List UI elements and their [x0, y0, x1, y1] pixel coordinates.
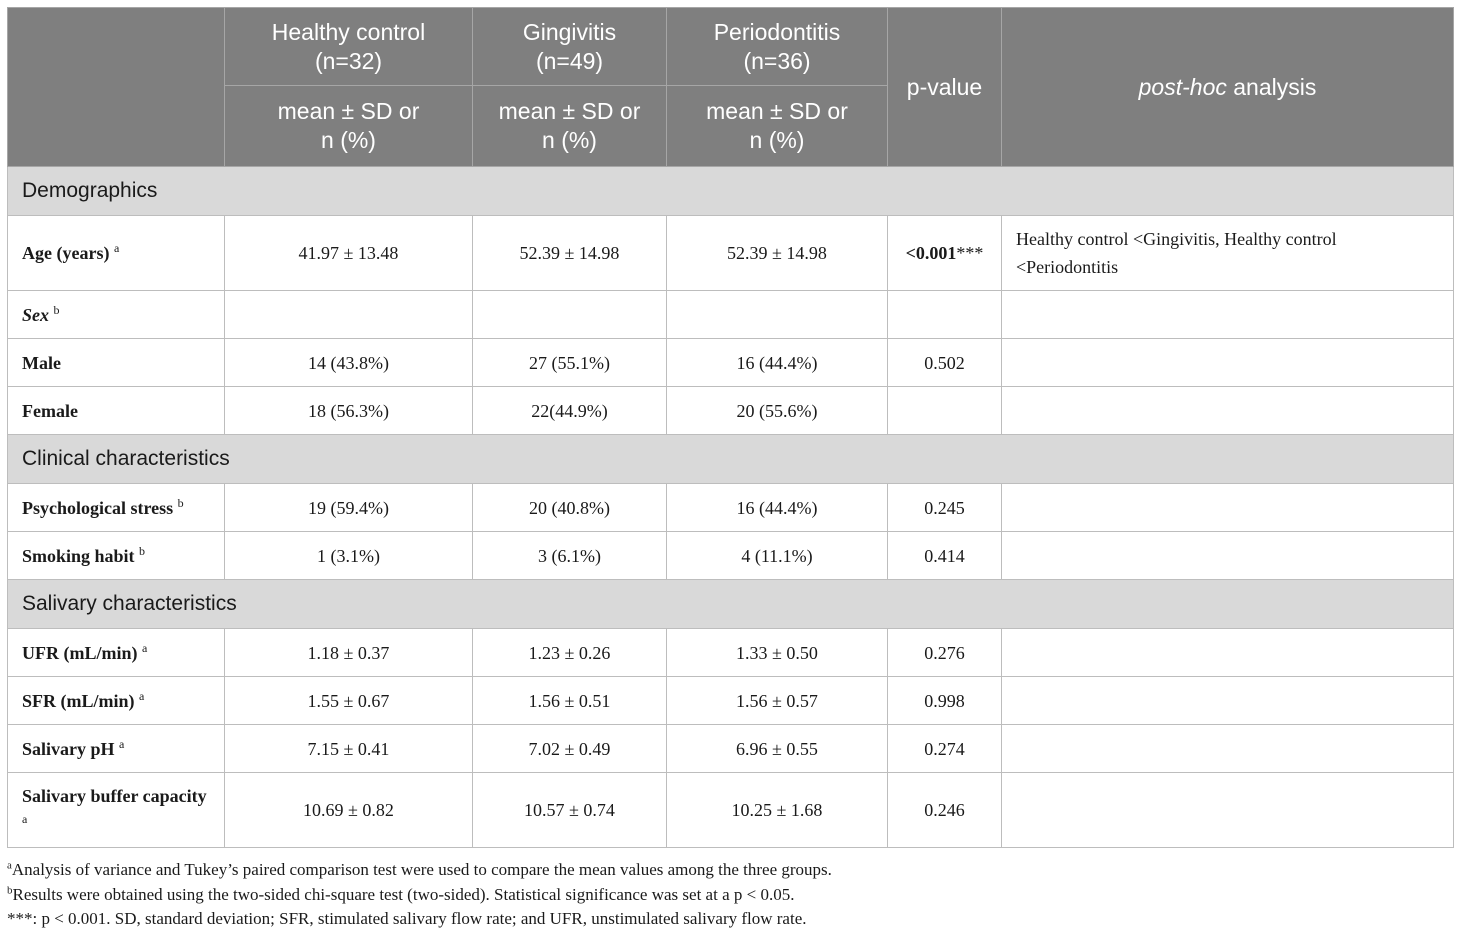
- cell-pvalue: 0.246: [888, 773, 1002, 848]
- results-table: [7, 7, 1454, 848]
- subheader-periodontitis: mean ± SD or n (%): [667, 86, 888, 167]
- footnote-b: $^b$Results were obtained using the two-sided chi-square test (two-sided). Statistical significance was set at a p < 0.05.: [7, 883, 795, 904]
- table-row-smoking-habit: [8, 532, 1454, 580]
- results-table-container: [7, 7, 1453, 848]
- section-row-salivary: [8, 580, 1454, 629]
- cell-healthy: [225, 291, 473, 339]
- section-label: Demographics: [8, 167, 1454, 216]
- cell-periodontitis: 52.39 ± 14.98: [667, 216, 888, 291]
- cell-gingivitis: 1.23 ± 0.26: [473, 629, 667, 677]
- section-label: Clinical characteristics: [8, 435, 1454, 484]
- cell-posthoc: [1002, 532, 1454, 580]
- table-row-salivary-buffer: [8, 773, 1454, 848]
- cell-periodontitis: [667, 291, 888, 339]
- cell-healthy: 1.18 ± 0.37: [225, 629, 473, 677]
- row-label: Age (years) $^a$: [8, 216, 225, 291]
- cell-gingivitis: 22(44.9%): [473, 387, 667, 435]
- table-row-male: [8, 339, 1454, 387]
- cell-gingivitis: 7.02 ± 0.49: [473, 725, 667, 773]
- header-periodontitis: Periodontitis (n=36): [667, 8, 888, 86]
- header-gingivitis: Gingivitis (n=49): [473, 8, 667, 86]
- cell-pvalue: 0.276: [888, 629, 1002, 677]
- header-pvalue: p-value: [888, 8, 1002, 167]
- cell-periodontitis: 4 (11.1%): [667, 532, 888, 580]
- cell-gingivitis: [473, 291, 667, 339]
- header-posthoc: post-hoc analysis: [1002, 8, 1454, 167]
- row-label: Smoking habit $^b$: [8, 532, 225, 580]
- cell-healthy: 14 (43.8%): [225, 339, 473, 387]
- header-healthy-control: Healthy control (n=32): [225, 8, 473, 86]
- cell-posthoc: [1002, 484, 1454, 532]
- row-label: UFR (mL/min) $^a$: [8, 629, 225, 677]
- cell-posthoc: [1002, 339, 1454, 387]
- row-label: Salivary pH $^a$: [8, 725, 225, 773]
- subheader-gingivitis: mean ± SD or n (%): [473, 86, 667, 167]
- table-row-psychological-stress: [8, 484, 1454, 532]
- row-label: Female: [8, 387, 225, 435]
- row-label: Male: [8, 339, 225, 387]
- cell-pvalue: [888, 291, 1002, 339]
- cell-posthoc: [1002, 291, 1454, 339]
- cell-healthy: 1 (3.1%): [225, 532, 473, 580]
- cell-posthoc: [1002, 629, 1454, 677]
- cell-pvalue: 0.998: [888, 677, 1002, 725]
- cell-gingivitis: 27 (55.1%): [473, 339, 667, 387]
- cell-periodontitis: 10.25 ± 1.68: [667, 773, 888, 848]
- cell-posthoc: [1002, 725, 1454, 773]
- section-row-clinical: [8, 435, 1454, 484]
- cell-posthoc: [1002, 773, 1454, 848]
- cell-posthoc: [1002, 677, 1454, 725]
- cell-pvalue: <0.001***: [888, 216, 1002, 291]
- cell-healthy: 7.15 ± 0.41: [225, 725, 473, 773]
- table-row-salivary-ph: [8, 725, 1454, 773]
- cell-periodontitis: 6.96 ± 0.55: [667, 725, 888, 773]
- cell-periodontitis: 20 (55.6%): [667, 387, 888, 435]
- table-row-sfr: [8, 677, 1454, 725]
- cell-posthoc: Healthy control <Gingivitis, Healthy control <Periodontitis: [1002, 216, 1454, 291]
- cell-gingivitis: 20 (40.8%): [473, 484, 667, 532]
- subheader-healthy: mean ± SD or n (%): [225, 86, 473, 167]
- cell-pvalue: 0.502: [888, 339, 1002, 387]
- cell-healthy: 41.97 ± 13.48: [225, 216, 473, 291]
- row-label: Psychological stress $^b$: [8, 484, 225, 532]
- cell-gingivitis: 52.39 ± 14.98: [473, 216, 667, 291]
- cell-gingivitis: 3 (6.1%): [473, 532, 667, 580]
- footnote-stars: ***: p < 0.001. SD, standard deviation; SFR, stimulated salivary flow rate; and UFR, unstimulated salivary flow rate.: [7, 909, 807, 928]
- cell-pvalue: [888, 387, 1002, 435]
- table-row-ufr: [8, 629, 1454, 677]
- cell-posthoc: [1002, 387, 1454, 435]
- cell-periodontitis: 1.56 ± 0.57: [667, 677, 888, 725]
- cell-gingivitis: 1.56 ± 0.51: [473, 677, 667, 725]
- row-label: Salivary buffer capacity $^a$: [8, 773, 225, 848]
- table-footnotes: [7, 858, 1453, 932]
- table-row-sex: [8, 291, 1454, 339]
- cell-healthy: 19 (59.4%): [225, 484, 473, 532]
- cell-periodontitis: 1.33 ± 0.50: [667, 629, 888, 677]
- cell-pvalue: 0.414: [888, 532, 1002, 580]
- cell-pvalue: 0.245: [888, 484, 1002, 532]
- table-row-female: [8, 387, 1454, 435]
- footnote-a: $^a$Analysis of variance and Tukey’s paired comparison test were used to compare the mean values among the three groups.: [7, 859, 832, 879]
- cell-pvalue: 0.274: [888, 725, 1002, 773]
- row-label: SFR (mL/min) $^a$: [8, 677, 225, 725]
- cell-healthy: 1.55 ± 0.67: [225, 677, 473, 725]
- cell-gingivitis: 10.57 ± 0.74: [473, 773, 667, 848]
- table-row-age: [8, 216, 1454, 291]
- cell-healthy: 10.69 ± 0.82: [225, 773, 473, 848]
- row-label: Sex $^b$: [8, 291, 225, 339]
- cell-healthy: 18 (56.3%): [225, 387, 473, 435]
- section-label: Salivary characteristics: [8, 580, 1454, 629]
- cell-periodontitis: 16 (44.4%): [667, 339, 888, 387]
- header-empty-cell: [8, 8, 225, 167]
- section-row-demographics: [8, 167, 1454, 216]
- cell-periodontitis: 16 (44.4%): [667, 484, 888, 532]
